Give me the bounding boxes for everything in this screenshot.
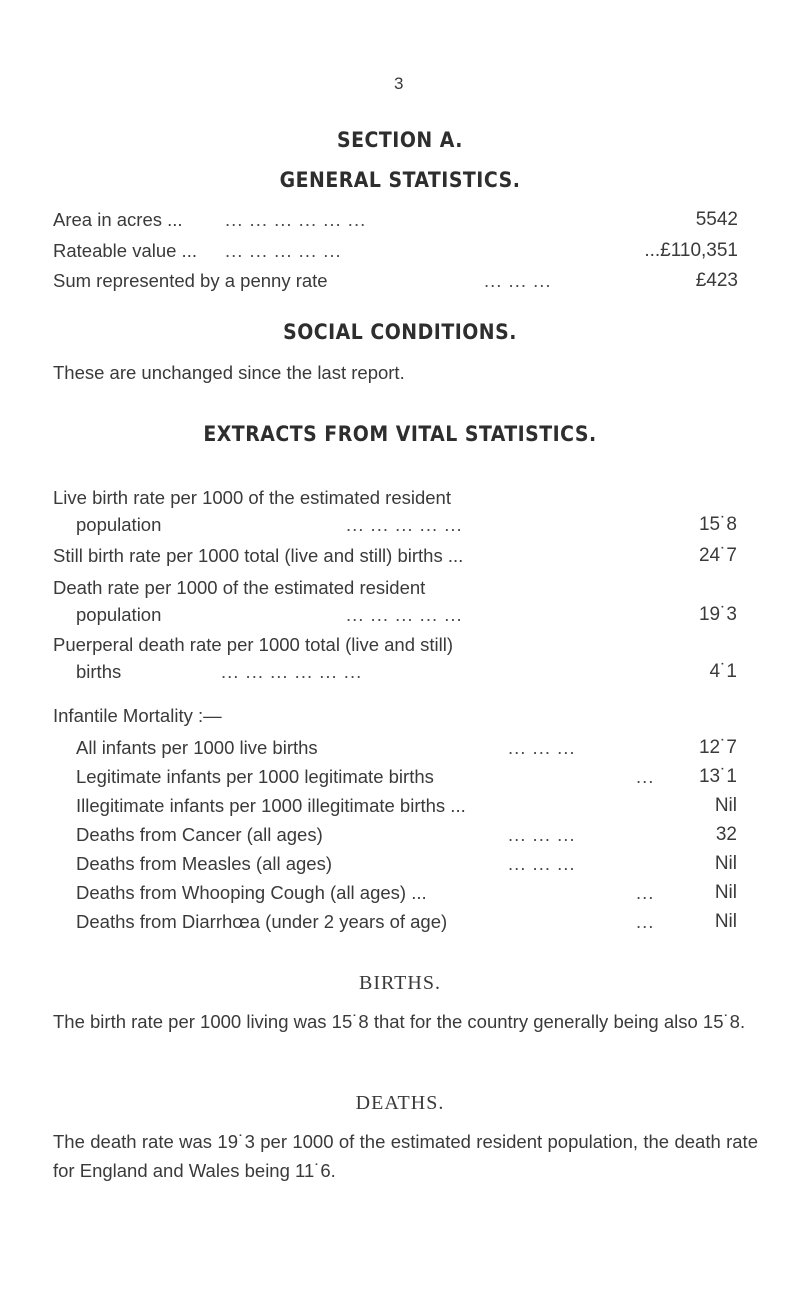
table-row-dots: ... <box>636 766 655 787</box>
table-row-dots: ... ... ... <box>508 853 576 874</box>
social-conditions-title: SOCIAL CONDITIONS. <box>283 320 517 344</box>
table-row-label: Deaths from Cancer (all ages) <box>76 824 323 845</box>
social-conditions-text: These are unchanged since the last report. <box>53 362 405 383</box>
table-row-value: Nil <box>714 882 737 903</box>
table-row-label: Deaths from Diarrhœa (under 2 years of age) <box>76 911 448 932</box>
table-row-dots: ... <box>636 882 655 903</box>
rateable-value-value: ...£110,351 <box>644 240 738 261</box>
puerperal-death-rate-value: 4˙1 <box>709 661 737 682</box>
infantile-mortality-heading: Infantile Mortality :— <box>53 705 222 726</box>
area-dots: ... ... ... ... ... ... <box>225 209 367 230</box>
table-row-value: 13˙1 <box>698 766 737 787</box>
death-rate-label-cont: population <box>76 604 162 625</box>
rateable-value-dots: ... ... ... ... ... <box>225 240 342 261</box>
table-row-label: Deaths from Measles (all ages) <box>76 853 333 874</box>
table-row-dots: ... ... ... <box>508 737 576 758</box>
births-title: BIRTHS. <box>359 972 441 994</box>
live-birth-rate-label: Live birth rate per 1000 of the estimated resident <box>53 487 451 508</box>
table-row-value: 32 <box>715 824 737 845</box>
table-row-label: Illegitimate infants per 1000 illegitimate births ... <box>76 795 466 816</box>
table-row-value: 12˙7 <box>698 737 737 758</box>
live-birth-rate-label-cont: population <box>76 514 162 535</box>
vital-statistics-title: EXTRACTS FROM VITAL STATISTICS. <box>203 422 597 446</box>
page-number: 3 <box>394 74 404 93</box>
table-row-dots: ... <box>636 911 655 932</box>
deaths-text: The death rate was 19˙3 per 1000 of the estimated resident population, the death rate for England and Wales being 11˙6. <box>53 1131 758 1181</box>
penny-rate-value: £423 <box>695 270 738 291</box>
area-label: Area in acres ... <box>53 209 183 230</box>
live-birth-rate-dots: ... ... ... ... ... <box>346 514 463 535</box>
puerperal-death-rate-dots: ... ... ... ... ... ... <box>221 661 363 682</box>
table-row-label: Legitimate infants per 1000 legitimate births <box>76 766 434 787</box>
section-title: SECTION A. <box>337 128 463 152</box>
still-birth-rate-label: Still birth rate per 1000 total (live and still) births ... <box>53 545 464 566</box>
rateable-value-label: Rateable value ... <box>53 240 197 261</box>
table-row-value: Nil <box>714 853 737 874</box>
death-rate-label: Death rate per 1000 of the estimated resident <box>53 577 426 598</box>
area-value: 5542 <box>695 209 738 230</box>
table-row-label: Deaths from Whooping Cough (all ages) ... <box>76 882 427 903</box>
penny-rate-dots: ... ... ... <box>484 270 552 291</box>
puerperal-death-rate-label-cont: births <box>76 661 122 682</box>
table-row-value: Nil <box>714 795 737 816</box>
death-rate-value: 19˙3 <box>698 604 737 625</box>
births-text: The birth rate per 1000 living was 15˙8 that for the country generally being also 15˙8. <box>53 1011 746 1032</box>
death-rate-dots: ... ... ... ... ... <box>346 604 463 625</box>
deaths-title: DEATHS. <box>355 1092 445 1114</box>
table-row-label: All infants per 1000 live births <box>76 737 318 758</box>
table-row-value: Nil <box>714 911 737 932</box>
table-row-dots: ... ... ... <box>508 824 576 845</box>
puerperal-death-rate-label: Puerperal death rate per 1000 total (live and still) <box>53 634 454 655</box>
live-birth-rate-value: 15˙8 <box>698 514 737 535</box>
general-statistics-title: GENERAL STATISTICS. <box>279 168 521 192</box>
penny-rate-label: Sum represented by a penny rate <box>53 270 328 291</box>
still-birth-rate-value: 24˙7 <box>698 545 737 566</box>
